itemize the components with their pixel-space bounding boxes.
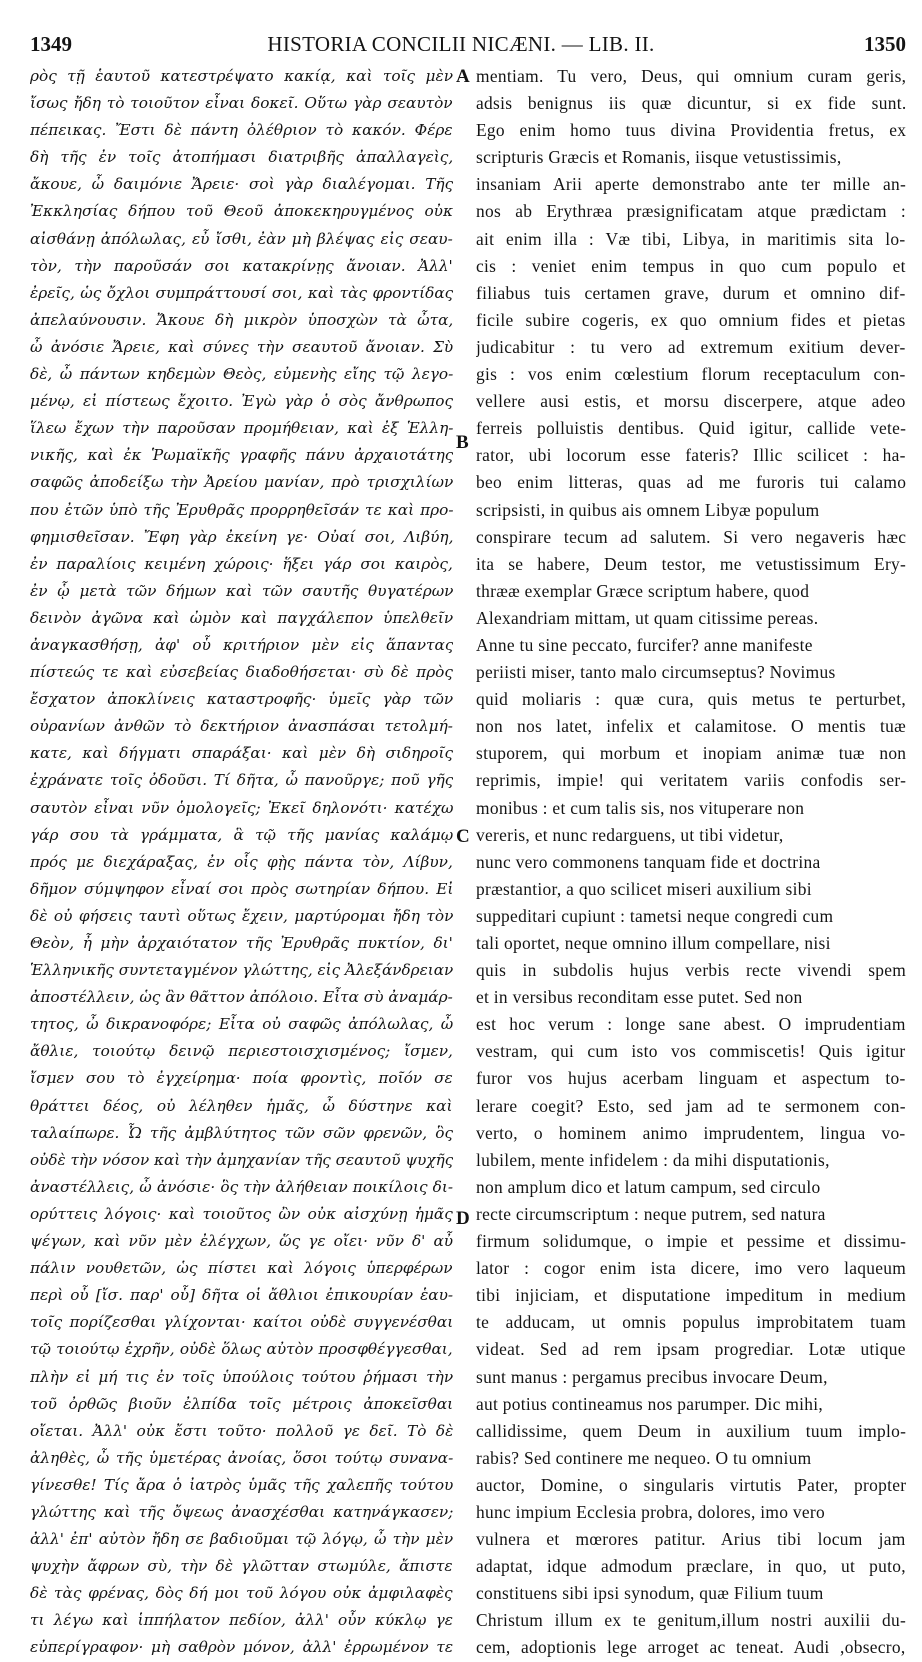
- greek-text-line: γίνεσθε! Τίς ἄρα ὁ ἰατρὸς ὑμᾶς τῆς χαλεπῆς τούτου: [30, 1475, 453, 1494]
- latin-text-line: vellere ausi estis, et morsu discerpere, atque adeo: [476, 391, 906, 412]
- latin-text-line: verto, o hominem animo imprudentem, lingua vo-: [476, 1122, 906, 1143]
- latin-text-line: tali oportet, neque omnino illum compellare, nisi: [476, 933, 831, 953]
- latin-text-line: insaniam Arii aperte demonstrabo ante ter mille an-: [476, 174, 906, 195]
- latin-text-line: ita se habere, Deum testor, me vetustissimum Ery-: [476, 553, 906, 574]
- latin-text-line: tibi injiciam, et disputatione impeditum in medium: [476, 1285, 906, 1306]
- greek-text-line: τητος, ὦ δικρανοφόρε; Εἶτα οὐ σαφῶς ἀπόλωλας, ὦ: [30, 1015, 453, 1034]
- latin-text-line: furor vos hujus acerbam linguam et aspectum to-: [476, 1068, 906, 1089]
- latin-text-line: suppeditari cupiunt : tametsi neque congredi cum: [476, 905, 834, 926]
- latin-text-line: adsis benignus iis quæ dicuntur, si ex fide sunt.: [476, 93, 906, 114]
- greek-text-line: δὲ, ὦ πάντων κηδεμὼν Θεὸς, εὐμενὴς εἴης τῷ λεγο-: [30, 365, 453, 384]
- latin-text-line: præstantior, a quo scilicet miseri auxilium sibi: [476, 878, 812, 899]
- greek-text-line: οὐδὲ τὴν νόσον καὶ τὴν ἀμηχανίαν τῆς σεαυτοῦ ψυχῆς: [30, 1150, 454, 1169]
- latin-text-line: beo enim litteras, quas ad me furoris tui calamo: [476, 472, 906, 493]
- latin-text-line: gis : vos enim cœlestium florum receptaculum con-: [476, 364, 906, 385]
- greek-text-line: αἰσθάνῃ ἀπόλωλας, εὖ ἴσθι, ἐὰν μὴ βλέψας εἰς σεαυ-: [30, 229, 453, 248]
- greek-text-line: πλὴν εἰ μή τις ἐν τοῖς ὑπούλοις τούτου ῥήμασι τὴν: [30, 1367, 453, 1386]
- latin-text-line: auctor, Domine, o singularis virtutis Pater, propter: [476, 1474, 906, 1495]
- greek-text-line: γλώττης καὶ τῆς ὄψεως ἀνασχέσθαι κατηνάγκασεν;: [30, 1502, 453, 1521]
- greek-text-line: ἵλεω ἔχων τὴν παροῦσαν προμήθειαν, καὶ ἐξ Ἑλλη-: [30, 419, 453, 438]
- margin-marker-b: B: [456, 432, 469, 453]
- latin-text-line: lator : cogor enim ista dicere, imo vero laqueum: [476, 1258, 906, 1279]
- latin-text-line: hunc impium Ecclesia probra, dolores, imo vero: [476, 1501, 825, 1522]
- greek-text-line: τοῖς πορίζεσθαι γλίχονται· καίτοι οὐδὲ συγγενέσθαι: [30, 1313, 453, 1332]
- latin-text-line: scripsisti, in quibus ais omnem Libyæ populum: [476, 499, 820, 520]
- latin-text-line: videat. Sed ad rem ipsam progrediar. Lotæ utique: [476, 1339, 906, 1360]
- greek-text-line: ἀποστέλλειν, ὡς ἂν θᾶττον ἀπόλοιο. Εἶτα σὺ ἀναμάρ-: [30, 988, 453, 1007]
- latin-text-line: ferreis polluistis dentibus. Quid igitur, callide vete-: [476, 418, 906, 439]
- latin-text-line: Anne tu sine peccato, furcifer? anne manifeste: [476, 634, 813, 655]
- running-header: [0, 32, 922, 62]
- greek-text-line: ψέγων, καὶ νῦν μὲν ἐλέγχων, ὥς γε οἴει· νῦν δ' αὖ: [30, 1232, 453, 1251]
- greek-text-line: νικῆς, καὶ ἐκ Ῥωμαϊκῆς γραφῆς πάνυ ἀρχαιοτάτης: [30, 446, 453, 465]
- latin-text-line: mentiam. Tu vero, Deus, qui omnium curam geris,: [476, 66, 906, 86]
- greek-text-line: Ἐκκλησίας δήπου τοῦ Θεοῦ ἀποκεκηρυγμένος οὐκ: [30, 202, 453, 221]
- latin-text-line: nunc vero commonens tanquam fide et doctrina: [476, 851, 821, 872]
- greek-text-line: τῷ τοιούτῳ ἐχρῆν, οὐδὲ ὅλως αὐτὸν προσφθέγγεσθαι,: [30, 1340, 453, 1359]
- latin-text-line: lubilem, mente infidelem : da mihi disputationis,: [476, 1149, 830, 1170]
- greek-text-line: ἄκουε, ὦ δαιμόνιε Ἄρειε· σοὶ γὰρ διαλέγομαι. Τῆς: [30, 175, 453, 194]
- page-number-right: 1350: [864, 32, 906, 56]
- latin-text-line: vereris, et nunc redarguens, ut tibi videtur,: [476, 824, 784, 845]
- latin-text-column: [476, 63, 906, 1662]
- latin-text-line: rator, ubi locorum esse fateris? Illic scilicet : ha-: [476, 445, 906, 466]
- greek-text-line: ἀπελαύνουσιν. Ἄκουε δὴ μικρὸν ὑποσχὼν τὰ ὦτα,: [30, 310, 453, 329]
- latin-text-line: ait enim illa : Væ tibi, Libya, in maritimis sita lo-: [476, 228, 906, 249]
- greek-text-line: ἴσμεν σου τὸ ἐγχείρημα· ποία φροντὶς, ποῖόν σε: [30, 1069, 453, 1088]
- greek-text-line: φημισθεῖσαν. Ἔφη γὰρ ἐκείνη γε· Οὐαί σοι, Λιβύη,: [30, 527, 453, 546]
- latin-text-line: cis : veniet enim tempus in quo cum populo et: [476, 255, 906, 276]
- greek-text-line: δὲ οὐ φήσεις ταυτὶ οὕτως ἔχειν, μαρτύρομαι ἤδη τὸν: [30, 906, 453, 925]
- latin-text-line: Christum illum ex te genitum,illum nostri auxilii du-: [476, 1610, 906, 1631]
- greek-text-line: ἀναστέλλεις, ὦ ἀνόσιε· ὃς τὴν ἀλήθειαν ποικίλοις δι-: [30, 1177, 453, 1196]
- greek-text-line: σαφῶς ἀποδείξω τὴν Ἀρείου μανίαν, πρὸ τρισχιλίων: [30, 473, 453, 492]
- greek-text-line: τι λέγω καὶ ἱππήλατον πεδίον, ἀλλ' οὖν κύκλῳ γε: [30, 1611, 453, 1630]
- latin-text-line: cem, adoptionis lege arroget ac teneat. Audi ,obsecro,: [476, 1637, 906, 1658]
- latin-text-line: thrææ exemplar Græce scriptum habere, quod: [476, 580, 810, 601]
- greek-text-line: Θεὸν, ἦ μὴν ἀρχαιότατον τῆς Ἐρυθρᾶς πυκτίον, δι': [30, 934, 453, 952]
- greek-text-line: οὐρανίων ἀνθῶν τὸ δεκτήριον ἀνασπάσαι τετολμή-: [30, 717, 453, 736]
- greek-text-line: θράττει δέος, οὐ λέληθεν ἡμᾶς, ὦ δύστηνε καὶ: [30, 1096, 453, 1115]
- greek-text-line: ἐρεῖς, ὡς ὄχλοι συμπράττουσί σοι, καὶ τὰς φροντίδας: [30, 283, 453, 302]
- greek-text-column: [30, 63, 453, 1662]
- greek-text-line: ταλαίπωρε. Ὦ τῆς ἀμβλύτητος τῶν σῶν φρενῶν, ὃς: [30, 1123, 453, 1142]
- greek-text-line: πίστεώς τε καὶ εὐσεβείας διαδοθήσεται· σὺ δὲ πρὸς: [30, 663, 453, 682]
- greek-text-line: ἄθλιε, τοιούτῳ δεινῷ περιεστοισχισμένος; ἴσμεν,: [30, 1042, 453, 1061]
- latin-text-line: conspirare tecum ad salutem. Si vero negaveris hæc: [476, 526, 906, 547]
- page-number-left: 1349: [30, 32, 72, 56]
- greek-text-line: ἀληθὲς, ὦ τῆς ὑμετέρας ἀνοίας, ὅσοι τούτῳ συνανα-: [30, 1448, 453, 1467]
- latin-text-line: vulnera et mœrores patitur. Arius tibi locum jam: [476, 1529, 906, 1550]
- latin-text-line: non amplum dico et latum campum, sed circulo: [476, 1176, 821, 1197]
- greek-text-line: οἴεται. Ἀλλ' οὐκ ἔστι τοῦτο· πολλοῦ γε δεῖ. Τὸ δὲ: [30, 1421, 453, 1440]
- greek-text-line: ψυχὴν ἄφρων σὺ, τὴν δὲ γλῶτταν στωμύλε, ἄπιστε: [30, 1557, 453, 1576]
- latin-text-line: periisti miser, tanto malo circumseptus? Novimus: [476, 662, 836, 683]
- greek-text-line: ὦ ἀνόσιε Ἄρειε, καὶ σύνες τὴν σεαυτοῦ ἄνοιαν. Σὺ: [30, 337, 453, 356]
- greek-text-line: ορύττεις λόγοις· καὶ τοιοῦτος ὢν οὐκ αἰσχύνῃ ἡμᾶς: [30, 1204, 453, 1223]
- latin-text-line: reprimis, impie! qui veritatem variis confodis ser-: [476, 770, 906, 791]
- latin-text-line: callidissime, quem Deum in auxilium tuum implo-: [476, 1420, 906, 1441]
- greek-text-line: πάλιν νουθετῶν, ὡς πίστει καὶ λόγοις ὑπερφέρων: [30, 1259, 453, 1278]
- latin-text-line: Alexandriam mittam, ut quam citissime pereas.: [476, 607, 819, 628]
- greek-text-line: τὸν, τὴν παροῦσάν σοι κατακρίνῃς ἄνοιαν. Ἀλλ': [30, 256, 453, 275]
- greek-text-line: δῆμον σύμψηφον εἶναί σοι πρὸς σωτηρίαν δήπου. Εἰ: [30, 879, 453, 898]
- latin-text-line: quid moliaris : quæ cura, quis metus te perturbet,: [476, 689, 906, 710]
- latin-text-line: non nos latet, infelix et calamitose. O mentis tuæ: [476, 716, 906, 737]
- latin-text-line: est hoc verum : longe sane abest. O imprudentiam: [476, 1014, 906, 1035]
- greek-text-line: ἐν ᾧ μετὰ τῶν δήμων καὶ τῶν σαυτῆς θυγατέρων: [30, 581, 453, 600]
- latin-text-line: ficile subire cogeris, ex quo omnium fides et pietas: [476, 309, 906, 330]
- latin-text-line: vestram, qui cum isto vos commiscetis! Quis igitur: [476, 1041, 906, 1062]
- margin-marker-c: C: [456, 826, 470, 847]
- greek-text-line: γάρ σου τὰ γράμματα, ἃ τῷ τῆς μανίας καλάμῳ: [30, 825, 453, 844]
- latin-text-line: aut potius contineamus nos parumper. Dic mihi,: [476, 1393, 824, 1414]
- margin-marker-d: D: [456, 1208, 470, 1229]
- greek-text-line: Ἑλληνικῆς συντεταγμένον γλώττης, εἰς Ἀλεξάνδρειαν: [30, 961, 454, 980]
- latin-text-line: constituens sibi ipsi synodum, quæ Filium tuum: [476, 1583, 824, 1604]
- latin-text-line: te adducam, ut omnis populus improbitatem tuam: [476, 1312, 906, 1333]
- latin-text-line: stuporem, qui morbum et inopiam animæ tuæ non: [476, 743, 906, 764]
- latin-text-line: monibus : et cum talis sis, nos vituperare non: [476, 797, 805, 818]
- latin-text-line: rabis? Sed continere me nequeo. O tu omnium: [476, 1447, 812, 1468]
- greek-text-line: κατε, καὶ δήγματι σπαράξαι· καὶ μὲν δὴ σιδηροῖς: [30, 744, 453, 763]
- greek-text-line: ἐν παραλίοις κειμένη χώροις· ἥξει γάρ σοι καιρὸς,: [30, 554, 453, 573]
- latin-text-line: judicabitur : tu vero ad extremum exitium dever-: [476, 336, 906, 357]
- greek-text-line: που ἐτῶν ὑπὸ τῆς Ἐρυθρᾶς προρρηθεῖσάν τε καὶ προ-: [30, 500, 453, 519]
- greek-text-line: ἐχράνατε τοῖς ὀδοῦσι. Τί δῆτα, ὦ πανοῦργε; ποῦ γῆς: [30, 771, 453, 790]
- greek-text-line: σαυτὸν εἶναι νῦν ὁμολογεῖς; Ἐκεῖ δηλονότι· κατέχω: [30, 798, 453, 817]
- latin-text-line: et in versibus reconditam esse putet. Sed non: [476, 987, 803, 1008]
- latin-text-line: filiabus tuis certamen grave, durum et omnino dif-: [476, 282, 906, 303]
- greek-text-line: δὴ τῆς ἐν τοῖς ἀτοπήμασι διατριβῆς ἀπαλλαγεὶς,: [30, 148, 453, 167]
- greek-text-line: πέπεικας. Ἔστι δὲ πάντη ὀλέθριον τὸ κακόν. Φέρε: [30, 121, 453, 140]
- latin-text-line: lerare coegit? Esto, sed jam ad te sermonem con-: [476, 1095, 906, 1116]
- greek-text-line: δὲ τὰς φρένας, δὸς δή μοι τοῦ λόγου οὐκ ἀμφιλαφὲς: [30, 1584, 453, 1603]
- latin-text-line: Ego enim homo tuus divina Providentia fretus, ex: [476, 120, 906, 141]
- running-title: HISTORIA CONCILII NICÆNI. — LIB. II.: [267, 32, 655, 56]
- greek-text-line: ἀλλ' ἐπ' αὐτὸν ἤδη σε βαδιοῦμαι τῷ λόγῳ, ὦ τὴν μὲν: [30, 1530, 453, 1549]
- latin-text-line: adaptat, idque admodum præclare, in quo, ut puto,: [476, 1556, 906, 1577]
- margin-marker-a: A: [456, 66, 470, 87]
- greek-text-line: μένῳ, εἰ πίστεως ἔχοιτο. Ἐγὼ γὰρ ὁ σὸς ἄνθρωπος: [30, 392, 453, 411]
- greek-text-line: δεινὸν ἀγῶνα καὶ ὠμὸν καὶ παγχάλεπον ὑπελθεῖν: [30, 608, 453, 627]
- greek-text-line: ρὸς τῇ ἑαυτοῦ κατεστρέψατο κακίᾳ, καὶ τοῖς μὲν: [30, 67, 453, 85]
- greek-text-line: τοῦ ὀρθῶς βιοῦν ἐλπίδα τοῖς μέτροις ἀποκεῖσθαι: [30, 1394, 453, 1413]
- greek-text-line: εὐπερίγραφον· μὴ σαθρὸν μόνον, ἀλλ' ἐρρωμένον τε: [30, 1638, 453, 1657]
- latin-text-line: sunt manus : pergamus precibus invocare Deum,: [476, 1366, 828, 1387]
- latin-text-line: recte circumscriptum : neque putrem, sed natura: [476, 1203, 826, 1224]
- greek-text-line: ἴσως ἤδη τὸ τοιοῦτον εἶναι δοκεῖ. Οὕτω γὰρ σεαυτὸν: [30, 94, 453, 113]
- greek-text-line: πρός με διεχάραξας, ἐν οἷς φῂς πάντα τὸν, Λίβυν,: [30, 852, 453, 871]
- latin-text-line: nos ab Erythræa præsignificatam atque prædictam :: [476, 201, 906, 222]
- greek-text-line: ἀναγκασθήσῃ, ἀφ' οὗ κριτήριον μὲν εἰς ἅπαντας: [30, 635, 453, 654]
- greek-text-line: ἔσχατον ἀποκλίνεις καταστροφῆς· ὑμεῖς γὰρ τῶν: [30, 690, 453, 709]
- latin-text-line: firmum solidumque, o impie et pessime et dissimu-: [476, 1231, 906, 1252]
- latin-text-line: quis in subdolis hujus verbis recte vivendi spem: [476, 960, 906, 981]
- latin-text-line: scripturis Græcis et Romanis, iisque vetustissimis,: [476, 147, 842, 168]
- greek-text-line: περὶ οὗ [ἴσ. παρ' οὗ] δῆτα οἱ ἄθλιοι ἐπικουρίαν ἑαυ-: [30, 1286, 453, 1305]
